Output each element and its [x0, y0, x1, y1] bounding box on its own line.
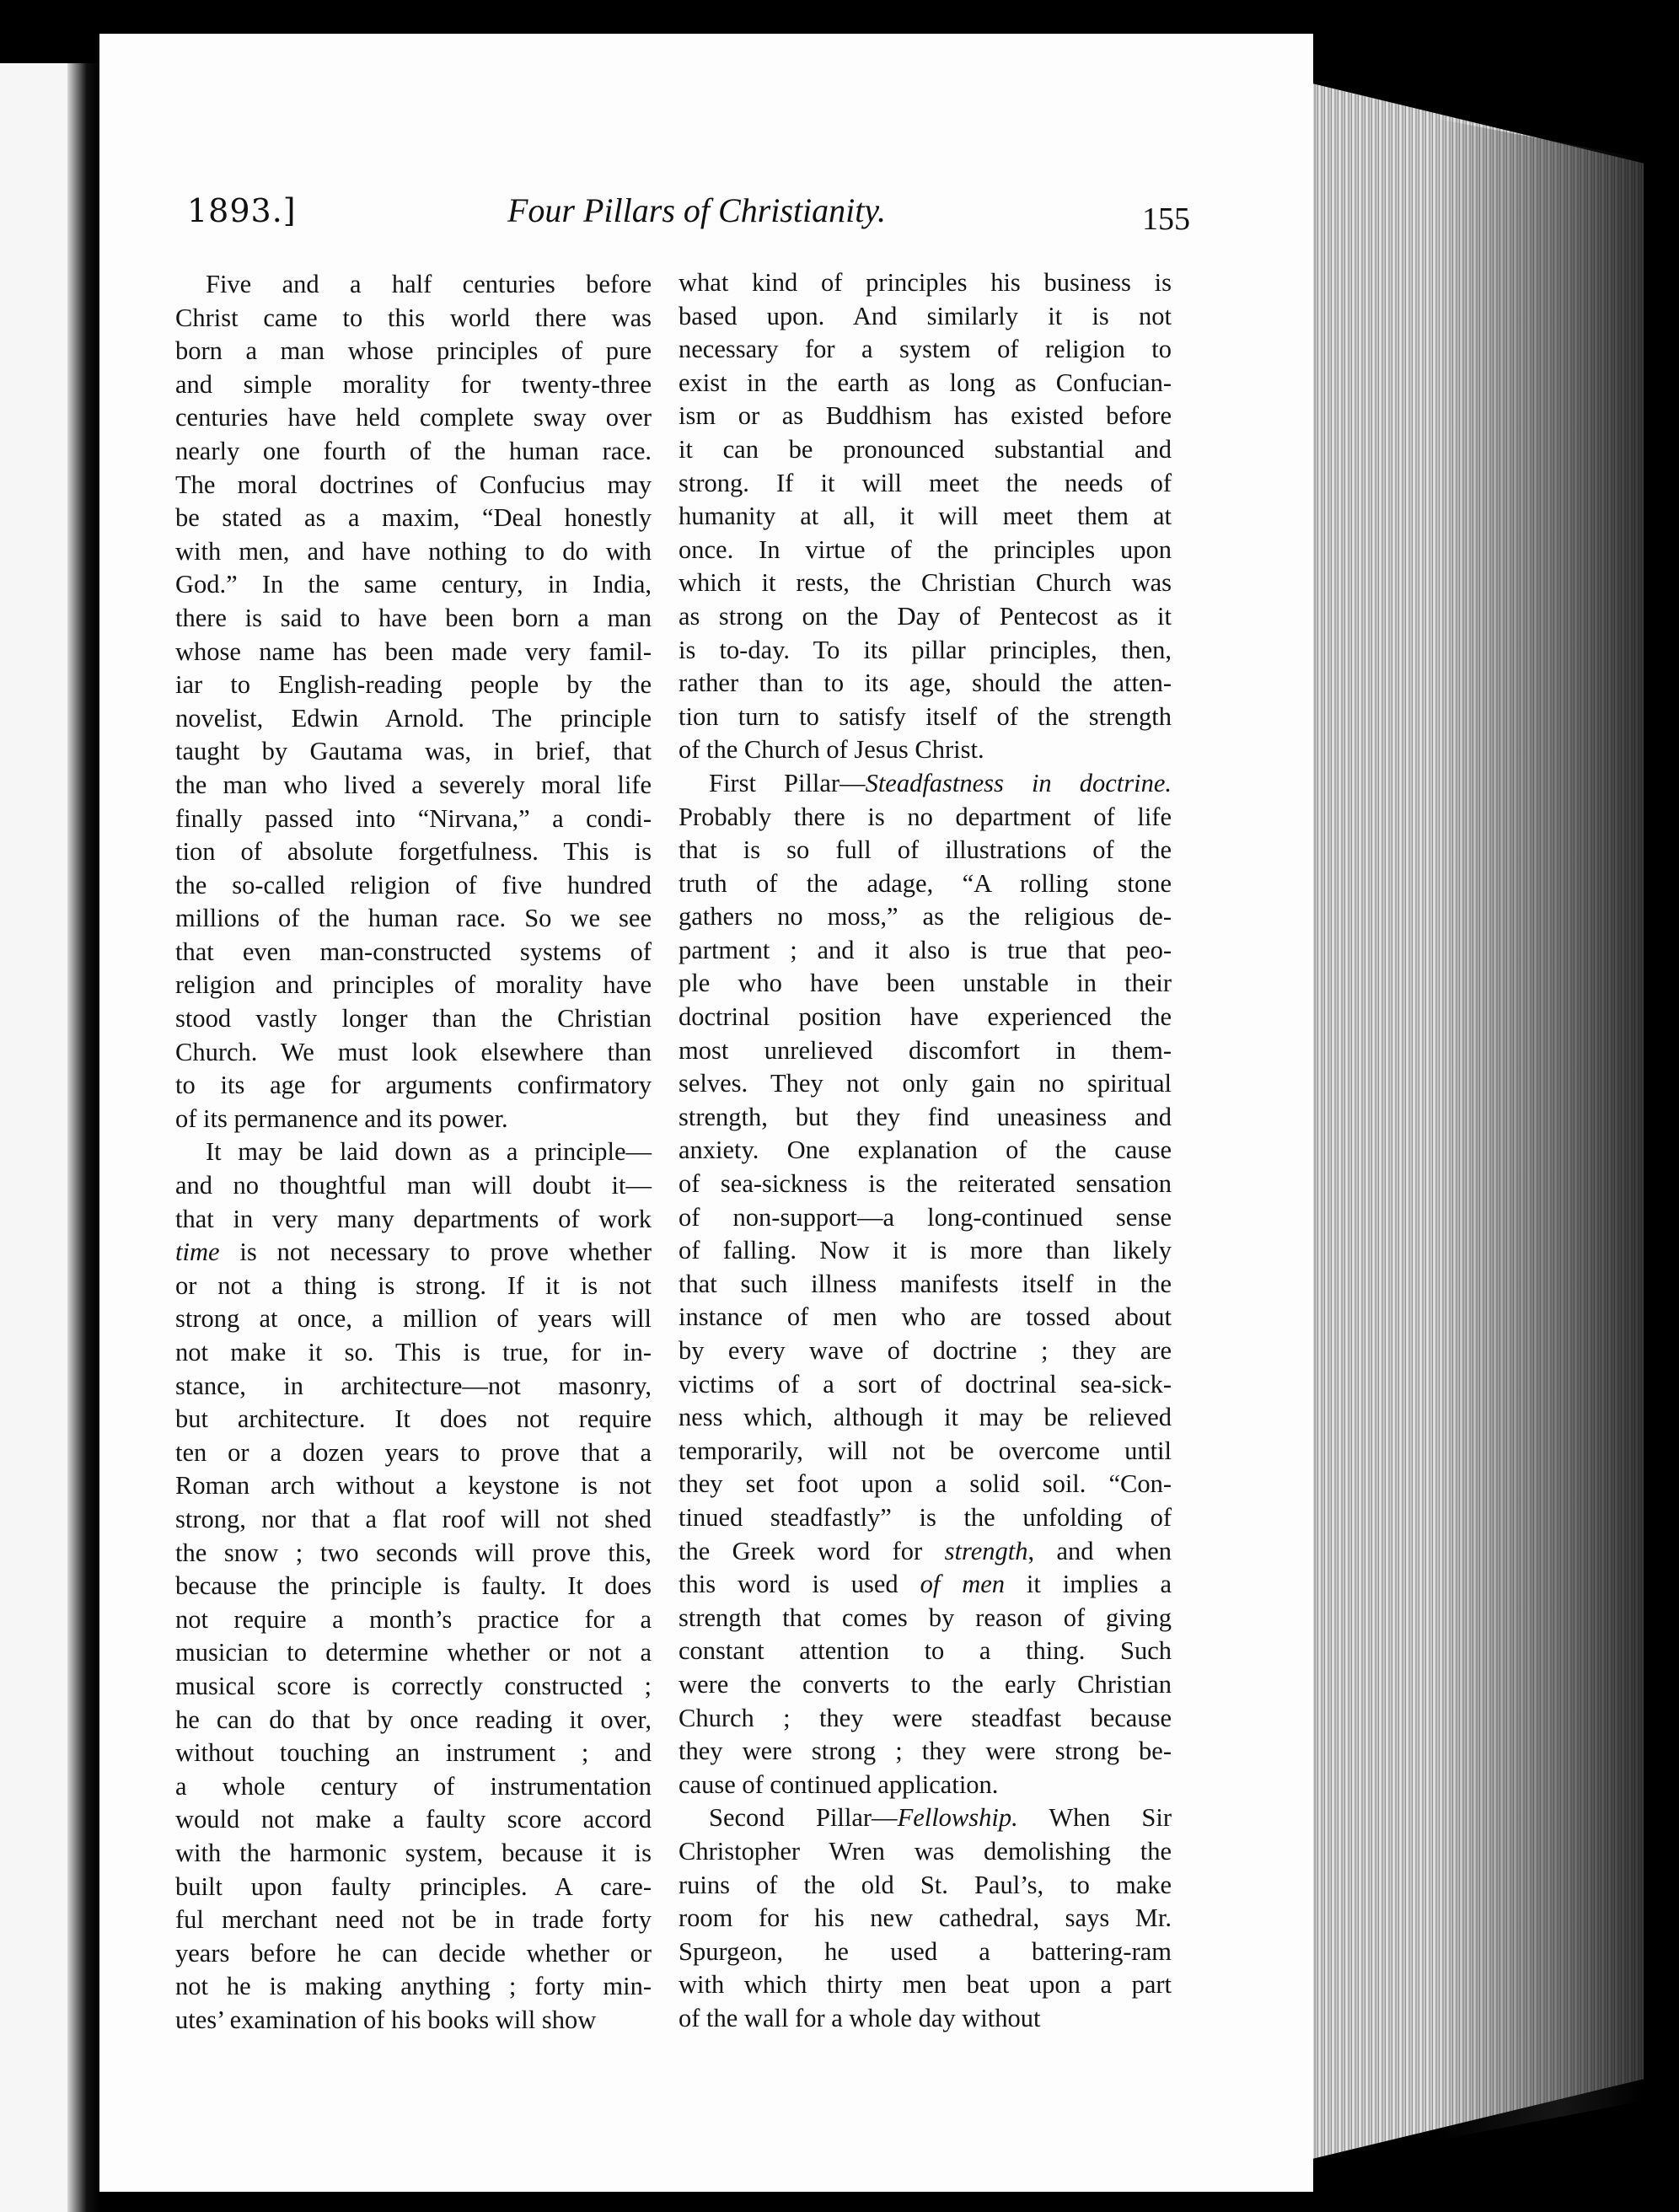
text-line: there is said to have been born a man — [175, 603, 652, 632]
text-line: of the wall for a whole day without — [679, 2003, 1041, 2032]
text-line: Christ came to this world there was — [175, 303, 652, 332]
text-line: cause of continued application. — [679, 1769, 999, 1799]
text-line: taught by Gautama was, in brief, that — [175, 737, 652, 766]
text-line: and simple morality for twenty-three — [175, 369, 652, 399]
text-line: most unrelieved discomfort in them- — [679, 1035, 1172, 1065]
text-line: of sea-sickness is the reiterated sensation — [679, 1169, 1172, 1199]
text-line: millions of the human race. So we see — [175, 904, 652, 933]
right-text-column — [679, 266, 1172, 2035]
text-line: the snow ; two seconds will prove this, — [175, 1538, 652, 1567]
text-line: whose name has been made very famil- — [175, 636, 652, 666]
text-line: that such illness manifests itself in the — [679, 1269, 1172, 1298]
text-line: Spurgeon, he used a battering-ram — [679, 1936, 1172, 1966]
text-line: tion turn to satisfy itself of the strength — [679, 701, 1172, 731]
left-text-column — [175, 268, 652, 2037]
text-line: ten or a dozen years to prove that a — [175, 1437, 652, 1467]
text-line: not he is making anything ; forty min- — [175, 1972, 652, 2001]
text-line: as strong on the Day of Pentecost as it — [679, 601, 1172, 631]
text-line: what kind of principles his business is — [679, 268, 1172, 297]
text-line: but architecture. It does not require — [175, 1404, 652, 1434]
text-line: this word is used of men it implies a — [679, 1570, 1172, 1599]
text-line: of non-support—a long-continued sense — [679, 1202, 1172, 1232]
text-line: and no thoughtful man will doubt it— — [175, 1171, 652, 1200]
text-line: tion of absolute forgetfulness. This is — [175, 837, 652, 867]
book-gutter — [67, 63, 99, 2212]
text-line: The moral doctrines of Confucius may — [175, 470, 652, 499]
text-line: exist in the earth as long as Confucian- — [679, 368, 1172, 397]
text-line: humanity at all, it will meet them at — [679, 502, 1172, 531]
text-line: by every wave of doctrine ; they are — [679, 1336, 1172, 1365]
text-line: constant attention to a thing. Such — [679, 1636, 1172, 1666]
text-line: because the principle is faulty. It does — [175, 1571, 652, 1601]
text-line: room for his new cathedral, says Mr. — [679, 1903, 1172, 1933]
text-line: he can do that by once reading it over, — [175, 1705, 652, 1734]
text-line: It may be laid down as a principle— — [206, 1137, 652, 1167]
text-line: Church. We must look elsewhere than — [175, 1037, 652, 1066]
text-line: with which thirty men beat upon a part — [679, 1970, 1172, 2000]
text-line: of falling. Now it is more than likely — [679, 1236, 1172, 1265]
text-line: First Pillar—Steadfastness in doctrine. — [709, 768, 1172, 797]
text-line: ism or as Buddhism has existed before — [679, 401, 1172, 431]
text-line: based upon. And similarly it is not — [679, 301, 1172, 330]
text-line: it can be pronounced substantial and — [679, 434, 1172, 464]
text-line: strength, but they find uneasiness and — [679, 1102, 1172, 1131]
text-line: ness which, although it may be relieved — [679, 1403, 1172, 1432]
text-line: years before he can decide whether or — [175, 1938, 652, 1968]
text-line: built upon faulty principles. A care- — [175, 1871, 652, 1901]
text-line: truth of the adage, “A rolling stone — [679, 868, 1172, 898]
text-line: instance of men who are tossed about — [679, 1302, 1172, 1332]
text-line: strength that comes by reason of giving — [679, 1603, 1172, 1632]
text-line: nearly one fourth of the human race. — [175, 436, 652, 465]
text-line: were the converts to the early Christian — [679, 1669, 1172, 1699]
text-line: that in very many departments of work — [175, 1204, 652, 1233]
text-line: centuries have held complete sway over — [175, 403, 652, 432]
page-stack-shadow — [1433, 118, 1644, 2141]
text-line: they set foot upon a solid soil. “Con- — [679, 1469, 1172, 1499]
text-line: tinued steadfastly” is the unfolding of — [679, 1502, 1172, 1532]
text-line: or not a thing is strong. If it is not — [175, 1270, 652, 1300]
text-line: time is not necessary to prove whether — [175, 1238, 652, 1267]
text-line: partment ; and it also is true that peo- — [679, 935, 1172, 964]
text-line: necessary for a system of religion to — [679, 335, 1172, 364]
text-line: ple who have been unstable in their — [679, 969, 1172, 998]
text-line: Christopher Wren was demolishing the — [679, 1836, 1172, 1866]
text-line: gathers no moss,” as the religious de- — [679, 902, 1172, 932]
text-line: with the harmonic system, because it is — [175, 1838, 652, 1867]
text-line: of its permanence and its power. — [175, 1103, 508, 1133]
text-line: selves. They not only gain no spiritual — [679, 1069, 1172, 1098]
text-line: which it rests, the Christian Church was — [679, 568, 1172, 598]
text-line: stood vastly longer than the Christian — [175, 1004, 652, 1034]
text-line: that is so full of illustrations of the — [679, 835, 1172, 865]
text-line: be stated as a maxim, “Deal honestly — [175, 503, 652, 533]
text-line: they were strong ; they were strong be- — [679, 1737, 1172, 1766]
text-line: musical score is correctly constructed ; — [175, 1671, 652, 1700]
text-line: strong. If it will meet the needs of — [679, 468, 1172, 497]
text-line: the Greek word for strength, and when — [679, 1536, 1172, 1565]
text-line: strong at once, a million of years will — [175, 1304, 652, 1334]
text-line: is to-day. To its pillar principles, then, — [679, 635, 1172, 664]
text-line: doctrinal position have experienced the — [679, 1002, 1172, 1032]
text-line: victims of a sort of doctrinal sea-sick- — [679, 1369, 1172, 1399]
text-line: a whole century of instrumentation — [175, 1771, 652, 1801]
text-line: God.” In the same century, in India, — [175, 570, 652, 599]
text-line: not require a month’s practice for a — [175, 1604, 652, 1634]
text-line: the man who lived a severely moral life — [175, 770, 652, 799]
text-line: born a man whose principles of pure — [175, 336, 652, 366]
text-line: utes’ examination of his books will show — [175, 2005, 597, 2034]
text-line: stance, in architecture—not masonry, — [175, 1371, 652, 1400]
text-line: to its age for arguments confirmatory — [175, 1071, 652, 1100]
text-line: rather than to its age, should the atten- — [679, 668, 1172, 698]
text-line: musician to determine whether or not a — [175, 1638, 652, 1667]
page-number: 155 — [1142, 201, 1190, 237]
text-line: ruins of the old St. Paul’s, to make — [679, 1870, 1172, 1899]
text-line: Five and a half centuries before — [206, 270, 652, 298]
text-line: with men, and have nothing to do with — [175, 536, 652, 566]
text-line: not make it so. This is true, for in- — [175, 1338, 652, 1366]
text-line: without touching an instrument ; and — [175, 1738, 652, 1768]
text-line: would not make a faulty score accord — [175, 1805, 652, 1834]
text-line: Second Pillar—Fellowship. When Sir — [709, 1803, 1172, 1833]
text-line: temporarily, will not be overcome until — [679, 1436, 1172, 1465]
text-line: the so-called religion of five hundred — [175, 870, 652, 899]
text-line: iar to English-reading people by the — [175, 670, 652, 700]
running-year: 1893.] — [187, 192, 297, 229]
text-line: Roman arch without a keystone is not — [175, 1471, 652, 1501]
text-line: once. In virtue of the principles upon — [679, 534, 1172, 564]
text-line: of the Church of Jesus Christ. — [679, 735, 984, 765]
text-line: that even man-constructed systems of — [175, 937, 652, 966]
text-line: finally passed into “Nirvana,” a condi- — [175, 803, 652, 833]
running-header — [187, 185, 1190, 244]
text-line: Probably there is no department of life — [679, 802, 1172, 831]
text-line: religion and principles of morality have — [175, 970, 652, 1000]
text-line: Church ; they were steadfast because — [679, 1703, 1172, 1732]
text-line: novelist, Edwin Arnold. The principle — [175, 703, 652, 733]
text-line: anxiety. One explanation of the cause — [679, 1136, 1172, 1165]
running-title: Four Pillars of Christianity. — [507, 191, 886, 229]
text-line: ful merchant need not be in trade forty — [175, 1905, 652, 1935]
text-line: strong, nor that a flat roof will not shed — [175, 1504, 652, 1533]
